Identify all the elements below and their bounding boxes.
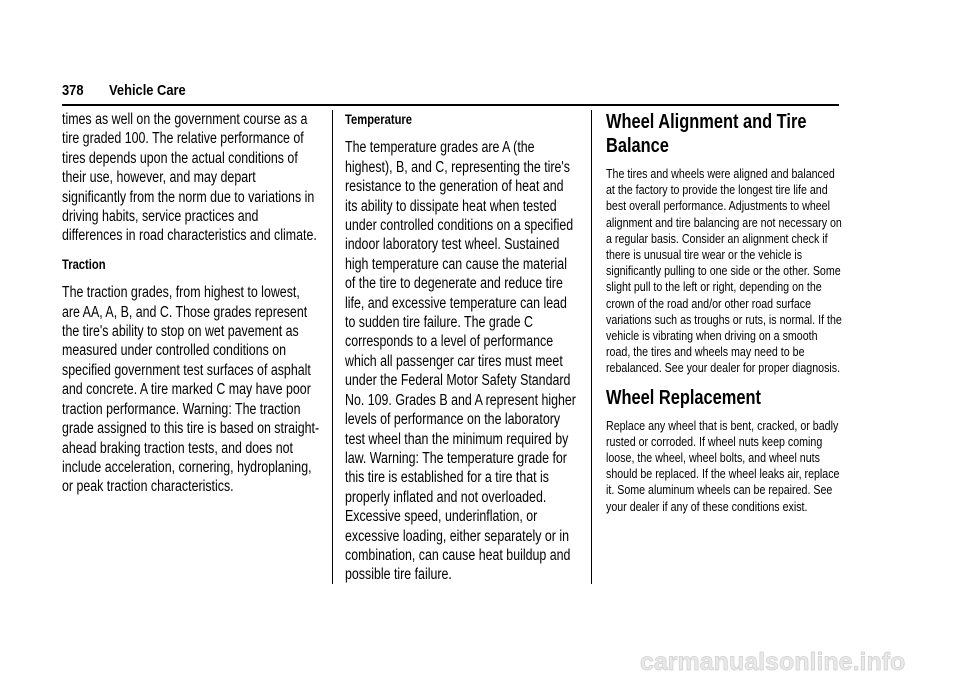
paragraph-wheel-alignment: The tires and wheels were aligned and balanced at the factory to provide the longest tire life and best overall performance. Adjustments to wheel alignment and tire balancing are not necessary on a regular basis. Consider an alignment check if there is unusual tire wear or the vehicle is significantly pulling to one side or the other. Some slight pull to the left or right, depending on the crown of the road and/or other road surface variations such as troughs or ruts, is normal. If the vehicle is vibrating when driving on a smooth road, the tires and wheels may need to be rebalanced. See your dealer for proper diagnosis. [606,166,842,376]
heading-wheel-replacement: Wheel Replacement [606,386,761,409]
page-number: 378 [62,82,84,99]
heading-wheel-alignment: Wheel Alignment and Tire Balance [606,111,807,157]
column-2 [345,110,578,585]
column-divider-2 [591,110,592,584]
paragraph-temperature: The temperature grades are A (the highest), B, and C, representing the tire's resistance to the generation of heat and its ability to dissipate heat when tested under controlled conditions on a specified indoor laboratory test wheel. Sustained high temperature can cause the material of the tire to degenerate and reduce tire life, and excessive temperature can lead to sudden tire failure. The grade C corresponds to a level of performance which all passenger car tires must meet under the Federal Motor Safety Standard No. 109. Grades B and A represent higher levels of performance on the laboratory test wheel than the minimum required by law. Warning: The temperature grade for this tire is established for a tire that is properly inflated and not overloaded. Excessive speed, underinflation, or excessive loading, either separately or in combination, can cause heat buildup and possible tire failure. [345,139,576,584]
page-header [62,80,839,106]
column-3 [606,110,842,515]
section-title: Vehicle Care [109,82,186,99]
watermark-logo [640,642,950,678]
paragraph-uniformity-end: times as well on the government course as a tire graded 100. The relative performance of tires depends upon the actual conditions of their use, however, and may depart significantly from the norm due to variations in driving habits, service practices and differences in road characteristics and climate. [62,111,317,245]
paragraph-traction: The traction grades, from highest to lowest, are AA, A, B, and C. Those grades represent the tire's ability to stop on wet pavement as measured under controlled conditions on specified government test surfaces of asphalt and concrete. A tire marked C may have poor traction performance. Warning: The traction grade assigned to this tire is based on straight-ahead braking traction tests, and does not include acceleration, cornering, hydroplaning, or peak traction characteristics. [62,284,320,496]
paragraph-wheel-replacement: Replace any wheel that is bent, cracked, or badly rusted or corroded. If wheel nuts keep coming loose, the wheel, wheel bolts, and wheel nuts should be replaced. If the wheel leaks air, replace it. Some aluminum wheels can be repaired. See your dealer if any of these conditions exist. [606,417,840,514]
subheading-temperature: Temperature [345,111,413,127]
svg-text:carmanualsonline.info: carmanualsonline.info [640,648,906,676]
column-divider-1 [332,110,333,584]
column-1 [62,110,320,497]
subheading-traction: Traction [62,255,106,272]
